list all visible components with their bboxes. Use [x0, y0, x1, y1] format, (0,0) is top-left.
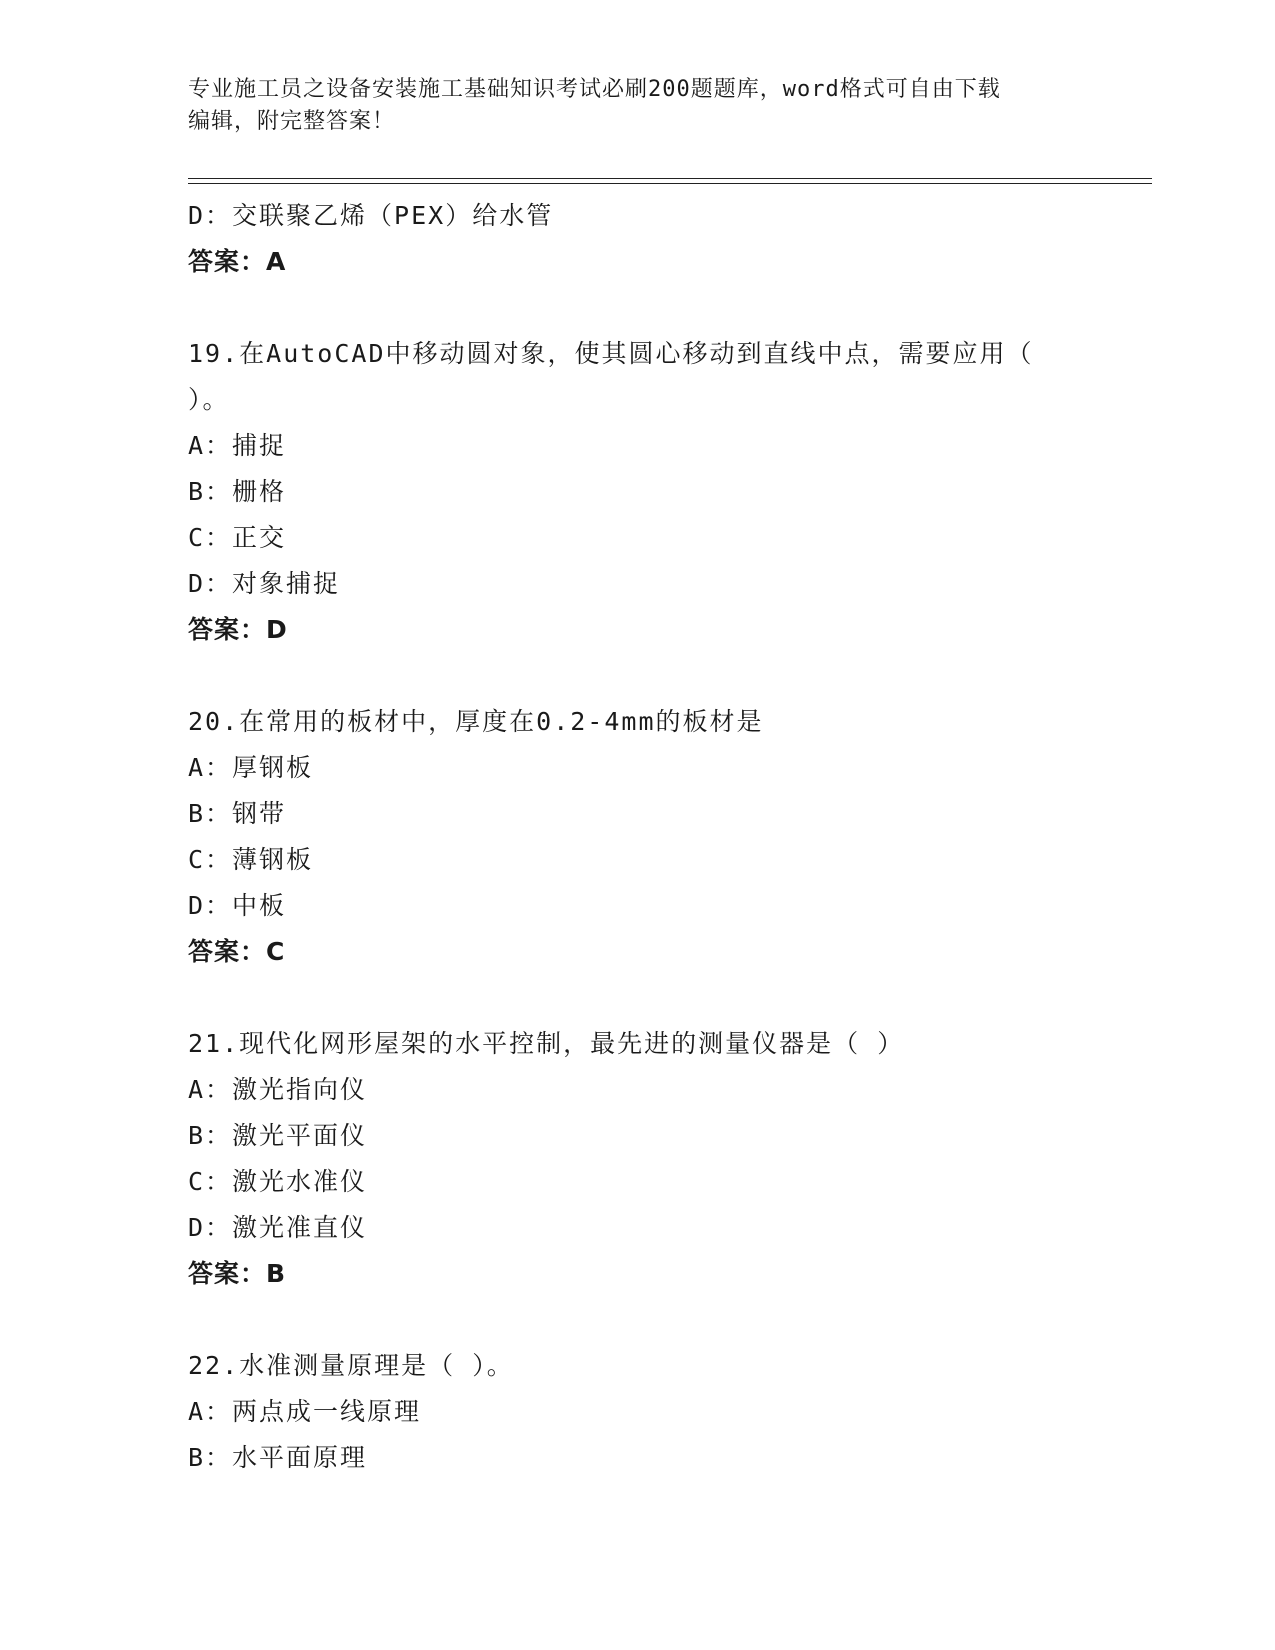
header-line-2: 编辑，附完整答案！ [188, 109, 396, 134]
question-stem: 22.水准测量原理是（ ）。 [188, 1351, 514, 1380]
option-a: A：厚钢板 [188, 753, 314, 782]
option-a: A：两点成一线原理 [188, 1397, 422, 1426]
option-d: D：交联聚乙烯（PEX）给水管 [188, 201, 554, 230]
header-divider-bottom [188, 183, 1152, 184]
spacer [188, 653, 1088, 699]
option-b: B：栅格 [188, 477, 287, 506]
option-c: C：激光水准仪 [188, 1167, 368, 1196]
question-20 [188, 699, 1088, 975]
question-stem: 21.现代化网形屋架的水平控制，最先进的测量仪器是（ ） [188, 1029, 905, 1058]
spacer [188, 1297, 1088, 1343]
question-list [188, 193, 1088, 1481]
option-d: D：激光准直仪 [188, 1213, 368, 1242]
option-a: A：捕捉 [188, 431, 287, 460]
option-a: A：激光指向仪 [188, 1075, 368, 1104]
header-divider-top [188, 178, 1152, 179]
question-18-tail [188, 193, 1088, 285]
option-c: C：正交 [188, 523, 287, 552]
answer: 答案：B [188, 1259, 287, 1288]
option-b: B：水平面原理 [188, 1443, 368, 1472]
answer: 答案：A [188, 247, 287, 276]
option-b: B：激光平面仪 [188, 1121, 368, 1150]
option-c: C：薄钢板 [188, 845, 314, 874]
document-header [188, 74, 1088, 138]
question-stem-continued: ）。 [188, 385, 230, 414]
answer: 答案：C [188, 937, 286, 966]
spacer [188, 285, 1088, 331]
option-d: D：对象捕捉 [188, 569, 341, 598]
question-stem: 19.在AutoCAD中移动圆对象，使其圆心移动到直线中点，需要应用（ [188, 339, 1034, 368]
question-21 [188, 1021, 1088, 1297]
question-stem: 20.在常用的板材中，厚度在0.2-4mm的板材是 [188, 707, 764, 736]
question-19 [188, 331, 1088, 653]
header-line-1: 专业施工员之设备安装施工基础知识考试必刷200题题库，word格式可自由下载 [188, 77, 1001, 102]
option-d: D：中板 [188, 891, 287, 920]
option-b: B：钢带 [188, 799, 287, 828]
question-22 [188, 1343, 1088, 1481]
answer: 答案：D [188, 615, 288, 644]
spacer [188, 975, 1088, 1021]
